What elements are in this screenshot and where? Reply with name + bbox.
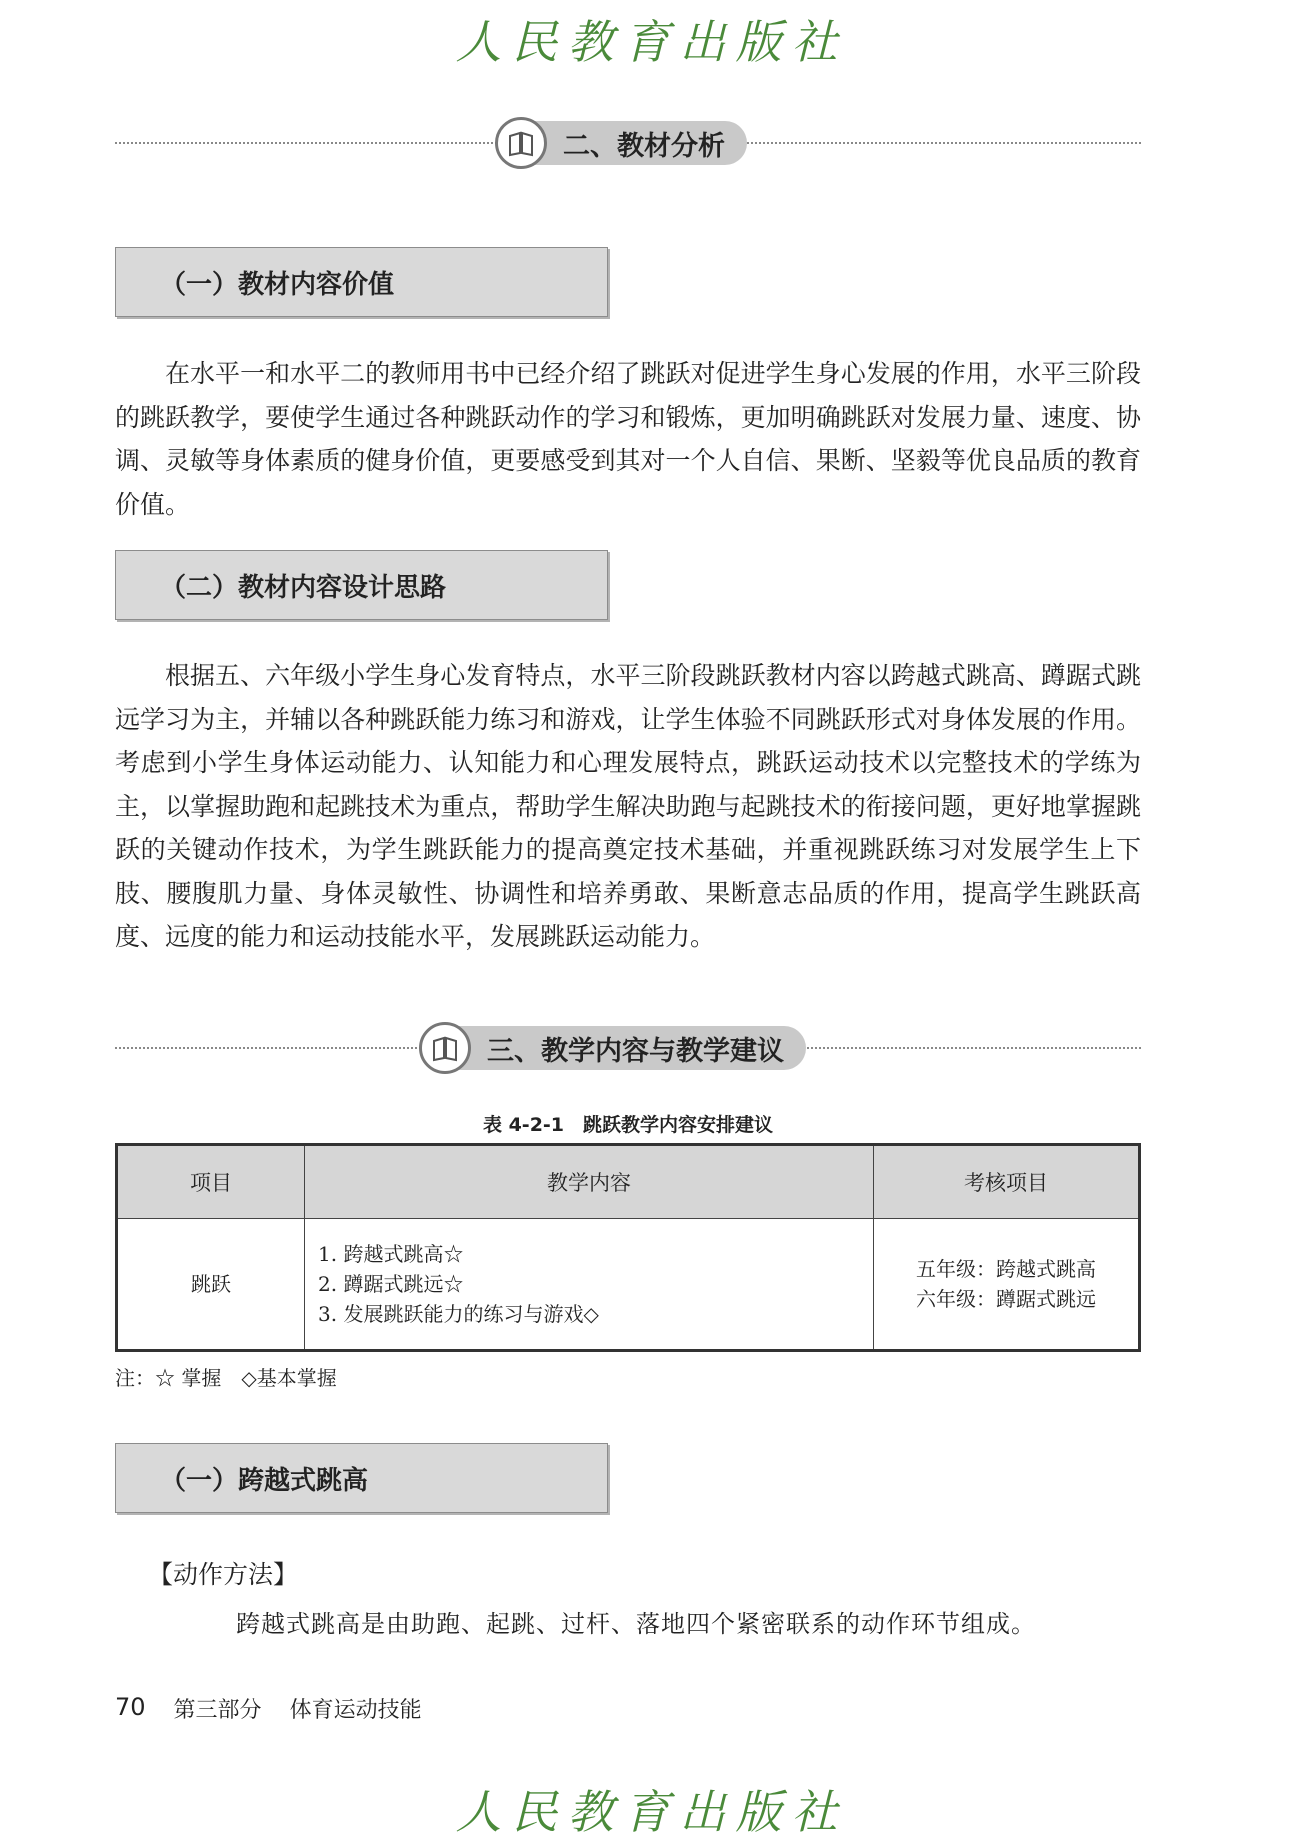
assessment-grade6: 六年级：蹲踞式跳远 (916, 1287, 1096, 1311)
content-item: 1. 跨越式跳高☆ (318, 1242, 464, 1266)
cell-item: 跳跃 (117, 1219, 305, 1351)
column-header-item: 项目 (117, 1145, 305, 1219)
publisher-logo-bottom: 人民教育出版社 (455, 1785, 848, 1839)
footer-topic: 体育运动技能 (289, 1698, 422, 1723)
book-icon (495, 117, 547, 169)
method-title: 【动作方法】 (148, 1560, 299, 1589)
section-title: 三、教学内容与教学建议 (487, 1035, 784, 1067)
page-number: 70 (115, 1693, 146, 1721)
table-note: 注：☆ 掌握 ◇基本掌握 (115, 1366, 337, 1390)
column-header-assessment: 考核项目 (874, 1145, 1140, 1219)
content-item: 3. 发展跳跃能力的练习与游戏◇ (318, 1302, 599, 1326)
assessment-grade5: 五年级：跨越式跳高 (916, 1257, 1096, 1281)
subheading-content-value: （一）教材内容价值 (115, 247, 608, 317)
subheading-high-jump: （一）跨越式跳高 (115, 1443, 608, 1513)
table-header-row (117, 1145, 1140, 1219)
cell-assessment (874, 1219, 1140, 1351)
section-heading-teaching (423, 1026, 806, 1070)
paragraph-design-idea: 根据五、六年级小学生身心发育特点，水平三阶段跳跃教材内容以跨越式跳高、蹲踞式跳远学习为主，并辅以各种跳跃能力练习和游戏，让学生体验不同跳跃形式对身体发展的作用。考虑到小学生身体运动能力、认知能力和心理发展特点，跳跃运动技术以完整技术的学练为主，以掌握助跑和起跳技术为重点，帮助学生解决助跑与起跳技术的衔接问题，更好地掌握跳跃的关键动作技术，为学生跳跃能力的提高奠定技术基础，并重视跳跃练习对发展学生上下肢、腰腹肌力量、身体灵敏性、协调性和培养勇敢、果断意志品质的作用，提高学生跳跃高度、远度的能力和运动技能水平，发展跳跃运动能力。 (115, 661, 1141, 951)
cell-content (305, 1219, 874, 1351)
footer-part: 第三部分 (173, 1698, 262, 1723)
section-heading-analysis (499, 121, 747, 165)
table-row (117, 1219, 1140, 1351)
section-title: 二、教材分析 (563, 130, 725, 162)
paragraph-content-value: 在水平一和水平二的教师用书中已经介绍了跳跃对促进学生身心发展的作用，水平三阶段的跳跃教学，要使学生通过各种跳跃动作的学习和锻炼，更加明确跳跃对发展力量、速度、协调、灵敏等身体素质的健身价值，更要感受到其对一个人自信、果断、坚毅等优良品质的教育价值。 (115, 359, 1141, 519)
method-text: 跨越式跳高是由助跑、起跳、过杆、落地四个紧密联系的动作环节组成。 (236, 1610, 1036, 1638)
publisher-logo-top: 人民教育出版社 (455, 15, 848, 69)
teaching-plan-table (115, 1143, 1141, 1352)
column-header-content: 教学内容 (305, 1145, 874, 1219)
section-bar-teaching (115, 1026, 1141, 1070)
section-bar-analysis (115, 121, 1141, 165)
content-item: 2. 蹲踞式跳远☆ (318, 1272, 464, 1296)
book-icon (419, 1022, 471, 1074)
page-footer (115, 1693, 422, 1724)
table-caption: 表 4-2-1 跳跃教学内容安排建议 (482, 1114, 774, 1136)
subheading-design-idea: （二）教材内容设计思路 (115, 550, 608, 620)
